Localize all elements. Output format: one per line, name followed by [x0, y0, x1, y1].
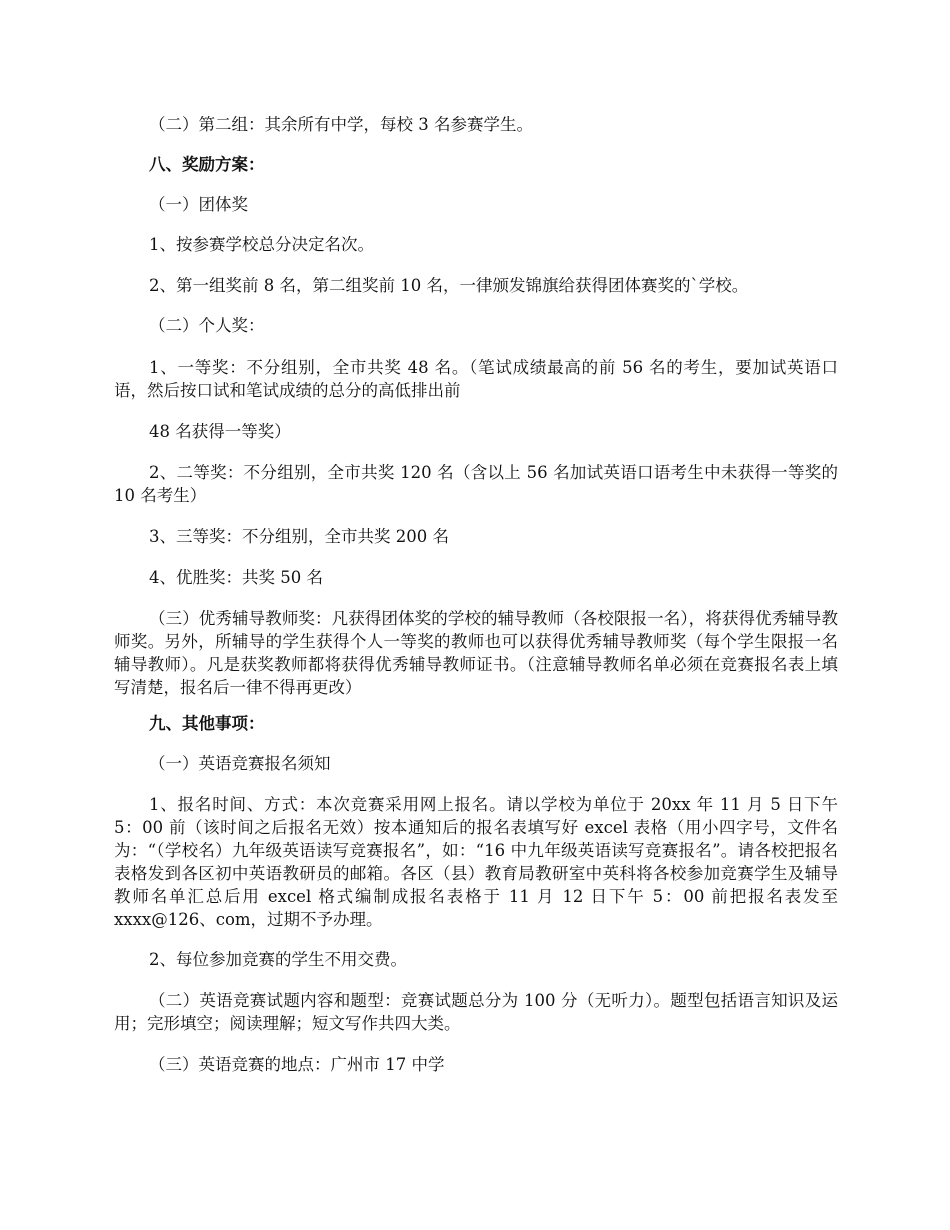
paragraph-team-award: （一）团体奖 — [149, 195, 248, 214]
heading-awards: 八、奖励方案： — [149, 155, 265, 174]
paragraph-team-prizes: 2、第一组奖前 8 名，第二组奖前 10 名，一律颁发锦旗给获得团体赛奖的`学校。 — [149, 276, 749, 295]
paragraph-registration-details: 1、报名时间、方式：本次竞赛采用网上报名。请以学校为单位于 20xx 年 11 月 5 日下午 5：00 前（该时间之后报名无效）按本通知后的报名表填写好 excel 表格（用小四字号，文件名为：“（学校名）九年级英语读写竞赛报名”，如：“16 中九年级英语读写竞赛报名”。请各校把报名表格发到各区初中英语教研员的邮箱。各区（县）教育局教研室中英科将各校参加竞赛学生及辅导教师名单汇总后用 excel 格式编制成报名表格于 11 月 12 日下午 5：00 前把报名表发至 xxxx@126、com，过期不予办理。 — [114, 795, 838, 929]
paragraph-exam-content: （二）英语竞赛试题内容和题型：竞赛试题总分为 100 分（无听力）。题型包括语言知识及运用；完形填空；阅读理解；短文写作共四大类。 — [114, 991, 838, 1033]
paragraph-third-prize: 3、三等奖：不分组别，全市共奖 200 名 — [149, 527, 449, 546]
paragraph-second-prize: 2、二等奖：不分组别，全市共奖 120 名（含以上 56 名加试英语口语考生中未获得一等奖的 10 名考生） — [114, 463, 838, 505]
paragraph-merit-prize: 4、优胜奖：共奖 50 名 — [149, 568, 323, 587]
paragraph-group-two: （二）第二组：其余所有中学，每校 3 名参赛学生。 — [149, 115, 533, 134]
paragraph-teacher-award: （三）优秀辅导教师奖：凡获得团体奖的学校的辅导教师（各校限报一名），将获得优秀辅导教师奖。另外，所辅导的学生获得个人一等奖的教师也可以获得优秀辅导教师奖（每个学生限报一名辅导教师）。凡是获奖教师都将获得优秀辅导教师证书。（注意辅导教师名单必须在竞赛报名表上填写清楚，报名后一律不得再更改） — [114, 609, 838, 697]
paragraph-ranking: 1、按参赛学校总分决定名次。 — [149, 235, 374, 254]
paragraph-no-fee: 2、每位参加竞赛的学生不用交费。 — [149, 950, 407, 969]
paragraph-first-prize: 1、一等奖：不分组别，全市共奖 48 名。（笔试成绩最高的前 56 名的考生，要加试英语口语，然后按口试和笔试成绩的总分的高低排出前 — [114, 358, 838, 400]
paragraph-registration-notice: （一）英语竞赛报名须知 — [149, 754, 331, 773]
heading-other-matters: 九、其他事项： — [149, 714, 265, 733]
paragraph-individual-award: （二）个人奖： — [149, 316, 265, 335]
paragraph-exam-location: （三）英语竞赛的地点：广州市 17 中学 — [149, 1055, 445, 1074]
paragraph-first-prize-cont: 48 名获得一等奖） — [149, 422, 291, 441]
